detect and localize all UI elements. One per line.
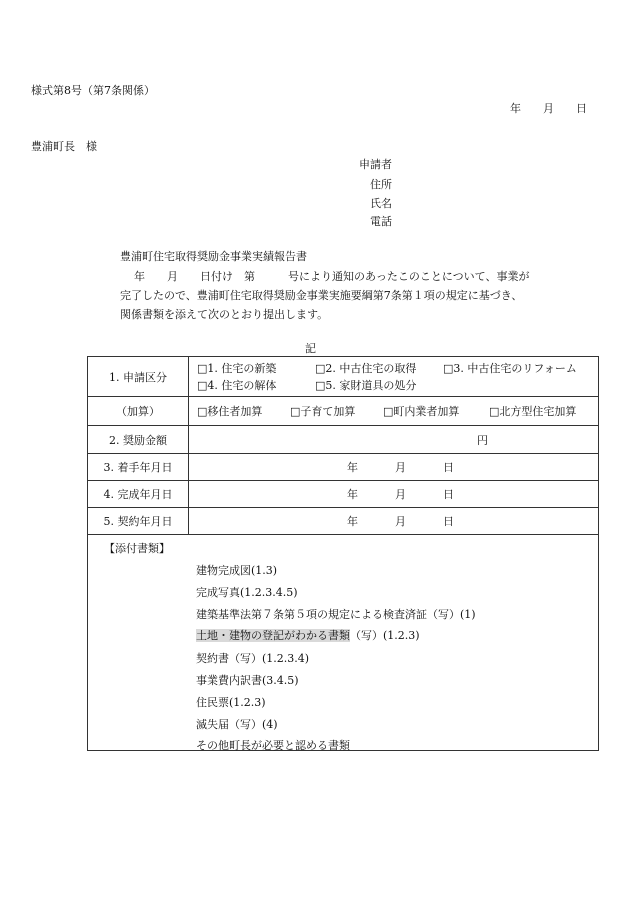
option-migrant[interactable]: □移住者加算 bbox=[197, 404, 263, 418]
attachment-item: 完成写真(1.2.3.4.5) bbox=[196, 586, 298, 599]
row-amount bbox=[88, 426, 599, 454]
label-additions: （加算） bbox=[88, 397, 189, 426]
option-northern-house[interactable]: □北方型住宅加算 bbox=[489, 404, 577, 418]
form-number: 様式第8号（第7条関係） bbox=[31, 84, 155, 97]
contract-month: 月 bbox=[395, 515, 406, 528]
completion-year: 年 bbox=[347, 488, 358, 501]
attachment-item-highlighted bbox=[196, 627, 420, 643]
attachment-item: 事業費内訳書(3.4.5) bbox=[196, 674, 299, 687]
row-start-date bbox=[88, 454, 599, 481]
row-additions bbox=[88, 397, 599, 426]
application-category-options bbox=[189, 357, 599, 397]
report-table bbox=[87, 356, 599, 751]
amount-unit: 円 bbox=[477, 433, 488, 447]
label-contract-date: 5. 契約年月日 bbox=[88, 508, 189, 535]
label-completion-date: 4. 完成年月日 bbox=[88, 481, 189, 508]
start-day: 日 bbox=[443, 461, 454, 474]
contract-date-cell[interactable] bbox=[189, 508, 599, 535]
addressee: 豊浦町長 様 bbox=[31, 140, 97, 153]
applicant-title: 申請者 bbox=[359, 158, 392, 171]
row-application-category bbox=[88, 357, 599, 397]
highlighted-text: 土地・建物の登記がわかる書類 bbox=[196, 629, 350, 642]
attachment-item: 建物完成図(1.3) bbox=[196, 564, 278, 577]
option-new-build[interactable]: □1. 住宅の新築 bbox=[197, 361, 277, 375]
attachment-item: 住民票(1.2.3) bbox=[196, 696, 266, 709]
completion-date-cell[interactable] bbox=[189, 481, 599, 508]
label-application-category: 1. 申請区分 bbox=[88, 357, 189, 397]
attachment-item: その他町長が必要と認める書類 bbox=[196, 739, 350, 752]
row-completion-date bbox=[88, 481, 599, 508]
start-month: 月 bbox=[395, 461, 406, 474]
phone-label: 電話 bbox=[370, 215, 392, 228]
start-year: 年 bbox=[347, 461, 358, 474]
option-furniture-disposal[interactable]: □5. 家財道具の処分 bbox=[315, 378, 417, 392]
label-amount: 2. 奨励金額 bbox=[88, 426, 189, 454]
label-start-date: 3. 着手年月日 bbox=[88, 454, 189, 481]
completion-month: 月 bbox=[395, 488, 406, 501]
completion-day: 日 bbox=[443, 488, 454, 501]
option-used-purchase[interactable]: □2. 中古住宅の取得 bbox=[315, 361, 417, 375]
option-childcare[interactable]: □子育て加算 bbox=[290, 404, 356, 418]
body-line-3: 関係書類を添えて次のとおり提出します。 bbox=[120, 308, 329, 321]
option-local-contractor[interactable]: □町内業者加算 bbox=[383, 404, 460, 418]
attachments-title: 【添付書類】 bbox=[104, 542, 170, 555]
name-label: 氏名 bbox=[370, 197, 392, 210]
attachments-cell bbox=[88, 535, 599, 751]
body-line-1: 年 月 日付け 第 号により通知のあったこのことについて、事業が bbox=[134, 270, 530, 283]
option-demolition[interactable]: □4. 住宅の解体 bbox=[197, 378, 277, 392]
additions-options bbox=[189, 397, 599, 426]
row-contract-date bbox=[88, 508, 599, 535]
attachment-item: 契約書（写）(1.2.3.4) bbox=[196, 652, 310, 665]
option-used-reform[interactable]: □3. 中古住宅のリフォーム bbox=[443, 361, 577, 375]
contract-day: 日 bbox=[443, 515, 454, 528]
document-title: 豊浦町住宅取得奨励金事業実績報告書 bbox=[120, 250, 307, 263]
start-date-cell[interactable] bbox=[189, 454, 599, 481]
contract-year: 年 bbox=[347, 515, 358, 528]
body-line-2: 完了したので、豊浦町住宅取得奨励金事業実施要綱第7条第１項の規定に基づき、 bbox=[120, 289, 523, 302]
attachment-item: 滅失届（写）(4) bbox=[196, 718, 278, 731]
amount-cell[interactable] bbox=[189, 426, 599, 454]
row-attachments bbox=[88, 535, 599, 751]
address-label: 住所 bbox=[370, 178, 392, 191]
attachment-item: 建築基準法第７条第５項の規定による検査済証（写）(1) bbox=[196, 608, 476, 621]
date-line: 年 月 日 bbox=[510, 102, 587, 115]
attachment-item-suffix: （写）(1.2.3) bbox=[350, 629, 420, 642]
ki-mark: 記 bbox=[305, 342, 316, 355]
